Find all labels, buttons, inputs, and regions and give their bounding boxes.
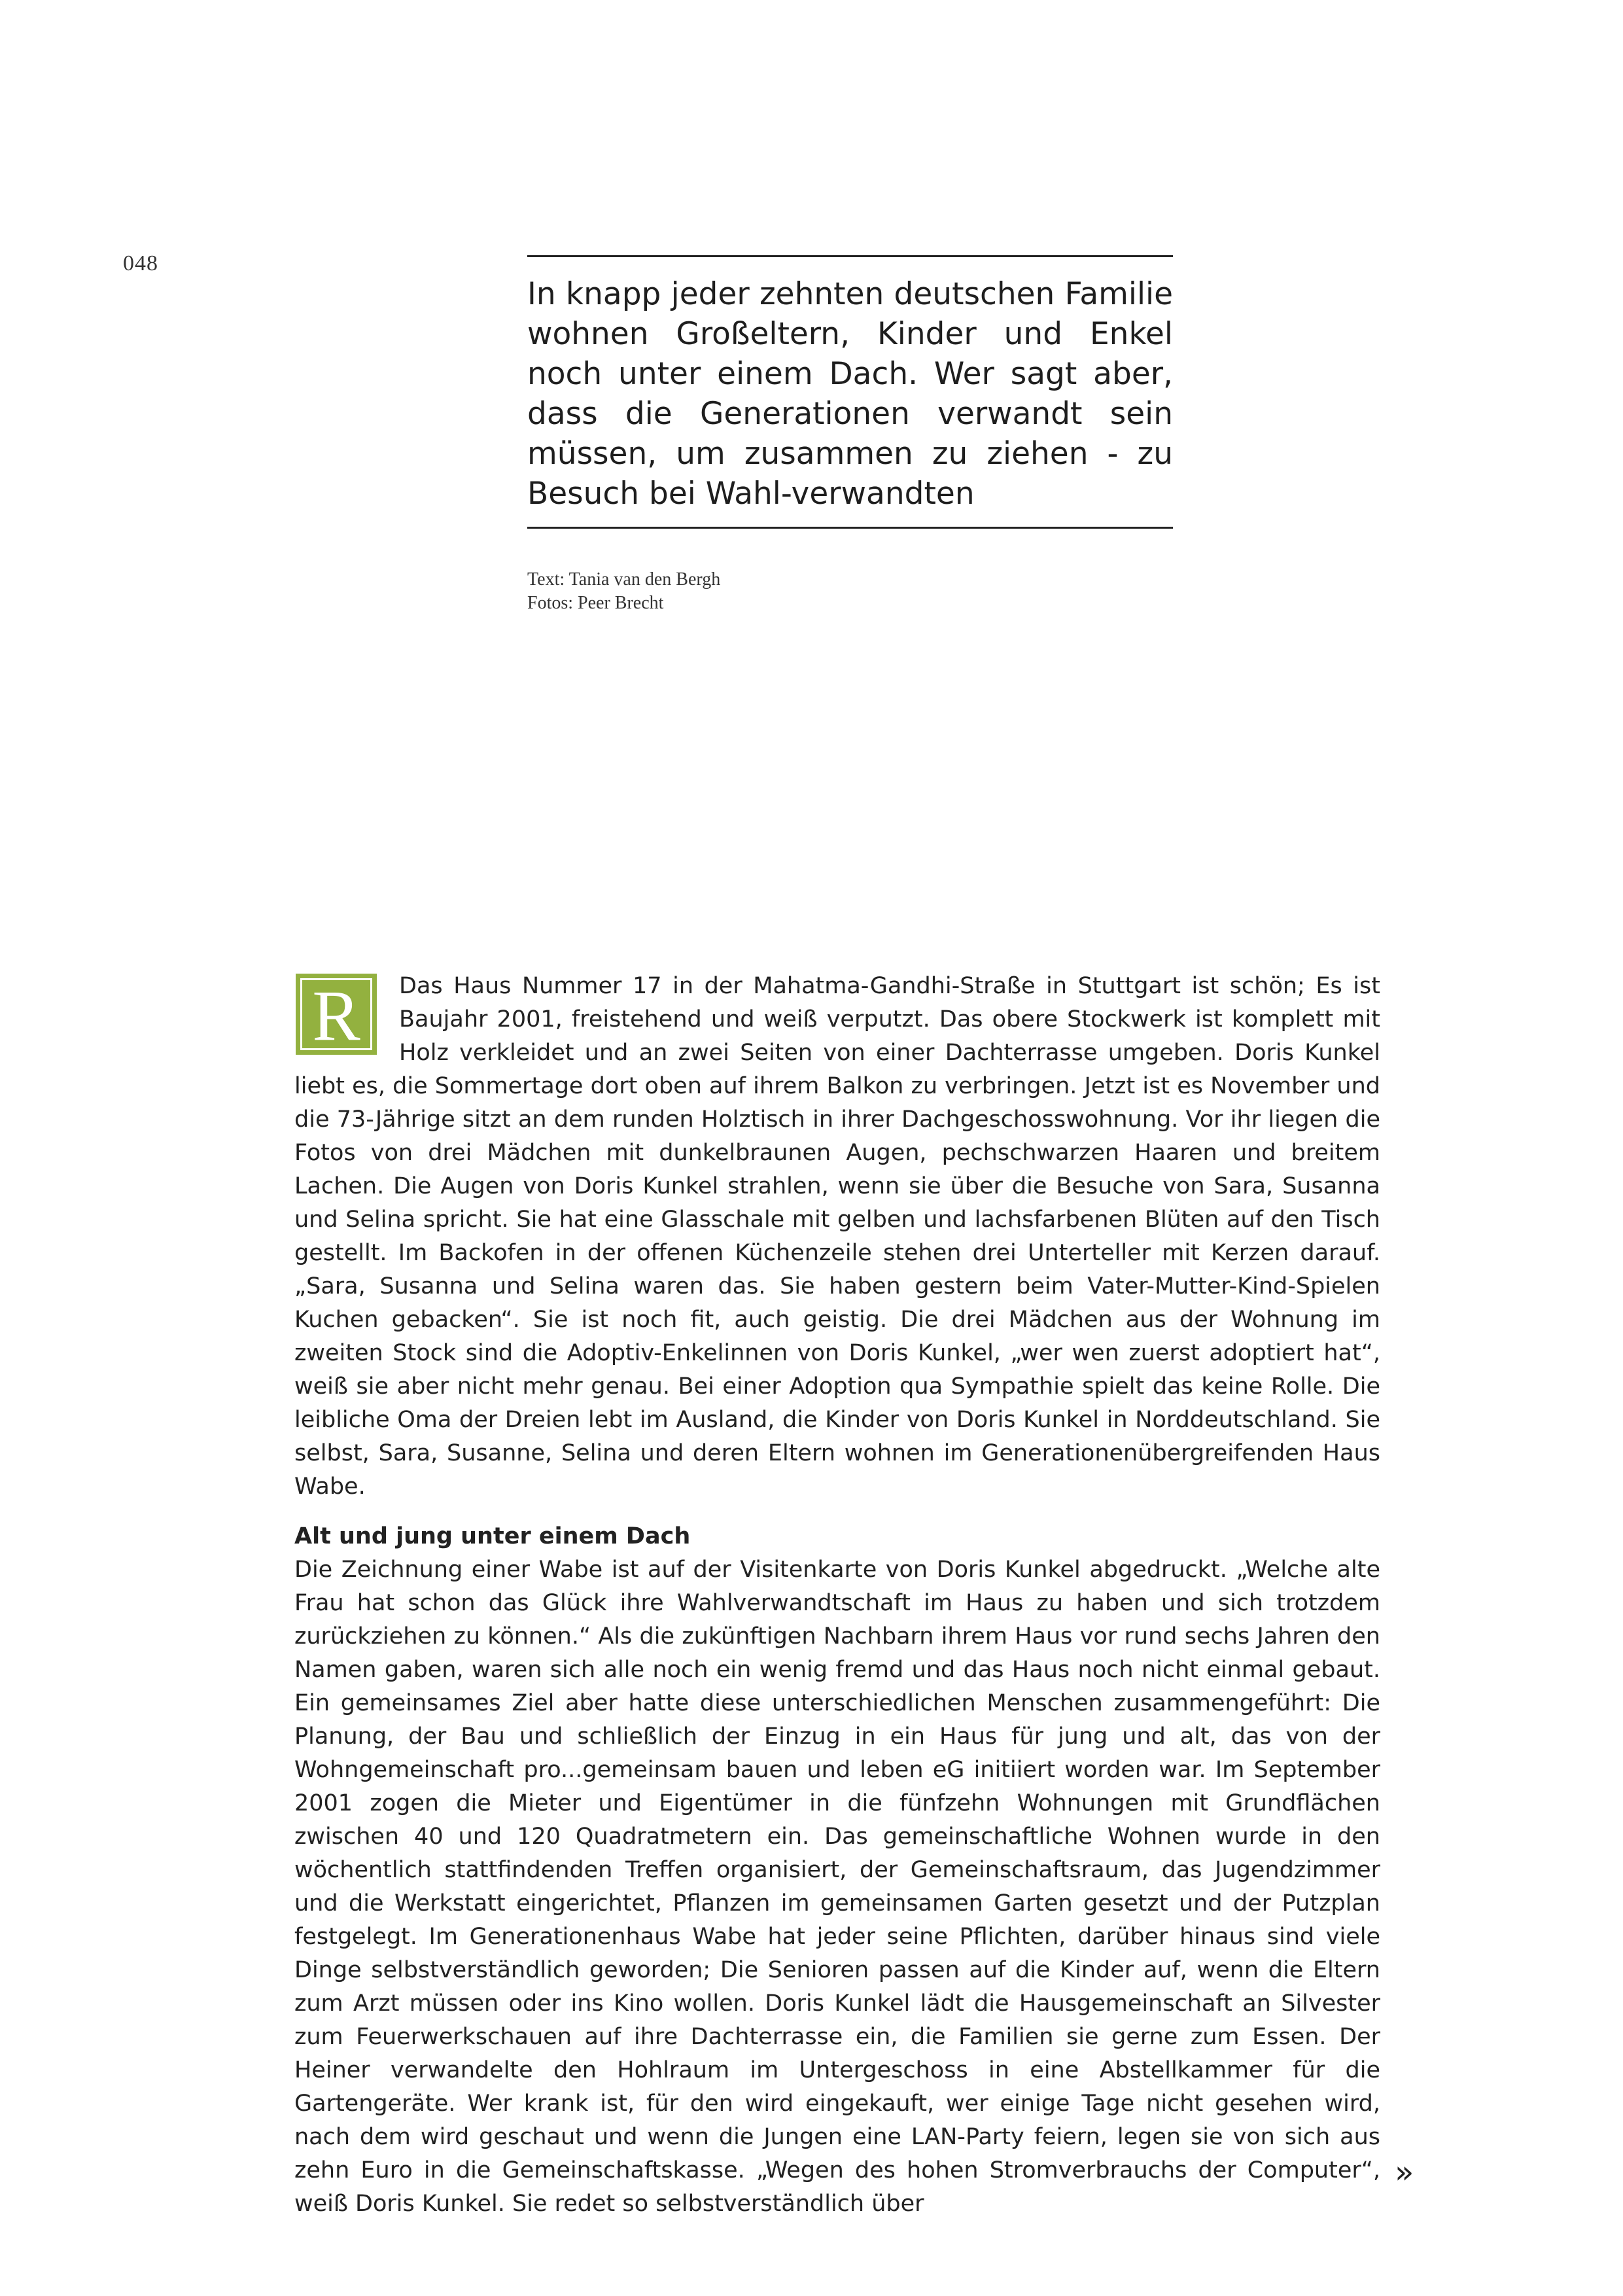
lead-box (527, 255, 1173, 529)
text-credit: Text: Tania van den Bergh (527, 569, 721, 590)
section-alt-und-jung (294, 1520, 1380, 2221)
section-body: Die Zeichnung einer Wabe ist auf der Visitenkarte von Doris Kunkel abgedruckt. „Welche alte Frau hat schon das Glück ihre Wahlverwandtschaft im Haus zu haben und sich trotzdem zurückziehen zu können.“ Als die zukünftigen Nachbarn ihrem Haus vor rund sechs Jahren den Namen gaben, waren sich alle noch ein wenig fremd und das Haus noch nicht einmal gebaut. Ein gemeinsames Ziel aber hatte diese unterschiedlichen Menschen zusammengeführt: Die Planung, der Bau und schließlich der Einzug in ein Haus für jung und alt, das von der Wohngemeinschaft pro...gemeinsam bauen und leben eG initiiert worden war. Im September 2001 zogen die Mieter und Eigentümer in die fünfzehn Wohnungen mit Grundflächen zwischen 40 und 120 Quadratmetern ein. Das gemeinschaftliche Wohnen wurde in den wöchentlich stattfindenden Treffen organisiert, der Gemeinschaftsraum, das Jugendzimmer und die Werkstatt eingerichtet, Pflanzen im gemeinsamen Garten gesetzt und der Putzplan festgelegt. Im Generationenhaus Wabe hat jeder seine Pflichten, darüber hinaus sind viele Dinge selbstverständlich geworden; Die Senioren passen auf die Kinder auf, wenn die Eltern zum Arzt müssen oder ins Kino wollen. Doris Kunkel lädt die Hausgemeinschaft an Silvester zum Feuerwerkschauen auf ihre Dachterrasse ein, die Familien sie gerne zum Essen. Der Heiner verwandelte den Hohlraum im Untergeschoss in eine Abstellkammer für die Gartengeräte. Wer krank ist, für den wird eingekauft, wer einige Tage nicht gesehen wird, nach dem wird geschaut und wenn die Jungen eine LAN-Party feiern, legen sie von sich aus zehn Euro in die Gemeinschaftskasse. „Wegen des hohen Stromverbrauchs der Computer“, weiß Doris Kunkel. Sie redet so selbstverständlich über (294, 1557, 1380, 2217)
continue-arrow-icon: » (1395, 2154, 1414, 2191)
dropcap-letter: R (300, 978, 372, 1050)
section-heading: Alt und jung unter einem Dach (294, 1523, 691, 1549)
page-number: 048 (123, 251, 158, 275)
intro-paragraph (294, 970, 1380, 1504)
lead-text: In knapp jeder zehnten deutschen Familie wohnen Großeltern, Kinder und Enkel noch unter einem Dach. Wer sagt aber, dass die Generationen verwandt sein müssen, um zusammen zu ziehen - zu Besuch bei Wahl-verwandten (527, 276, 1173, 512)
dropcap (296, 974, 377, 1055)
photo-credit: Fotos: Peer Brecht (527, 593, 664, 613)
credits (527, 568, 720, 615)
intro-body: Das Haus Nummer 17 in der Mahatma-Gandhi-Straße in Stuttgart ist schön; Es ist Baujahr 2001, freistehend und weiß verputzt. Das obere Stockwerk ist komplett mit Holz verkleidet und an zwei Seiten von einer Dachterrasse umgeben. Doris Kunkel liebt es, die Sommertage dort oben auf ihrem Balkon zu verbringen. Jetzt ist es November und die 73-Jährige sitzt an dem runden Holztisch in ihrer Dachgeschosswohnung. Vor ihr liegen die Fotos von drei Mädchen mit dunkelbraunen Augen, pechschwarzen Haaren und breitem Lachen. Die Augen von Doris Kunkel strahlen, wenn sie über die Besuche von Sara, Susanna und Selina spricht. Sie hat eine Glasschale mit gelben und lachsfarbenen Blüten auf den Tisch gestellt. Im Backofen in der offenen Küchenzeile stehen drei Unterteller mit Kerzen darauf. „Sara, Susanna und Selina waren das. Sie haben gestern beim Vater-Mutter-Kind-Spielen Kuchen gebacken“. Sie ist noch fit, auch geistig. Die drei Mädchen aus der Wohnung im zweiten Stock sind die Adoptiv-Enkelinnen von Doris Kunkel, „wer wen zuerst adoptiert hat“, weiß sie aber nicht mehr genau. Bei einer Adoption qua Sympathie spielt das keine Rolle. Die leibliche Oma der Dreien lebt im Ausland, die Kinder von Doris Kunkel in Norddeutschland. Sie selbst, Sara, Susanne, Selina und deren Eltern wohnen im Generationenübergreifenden Haus Wabe. (294, 973, 1380, 1500)
